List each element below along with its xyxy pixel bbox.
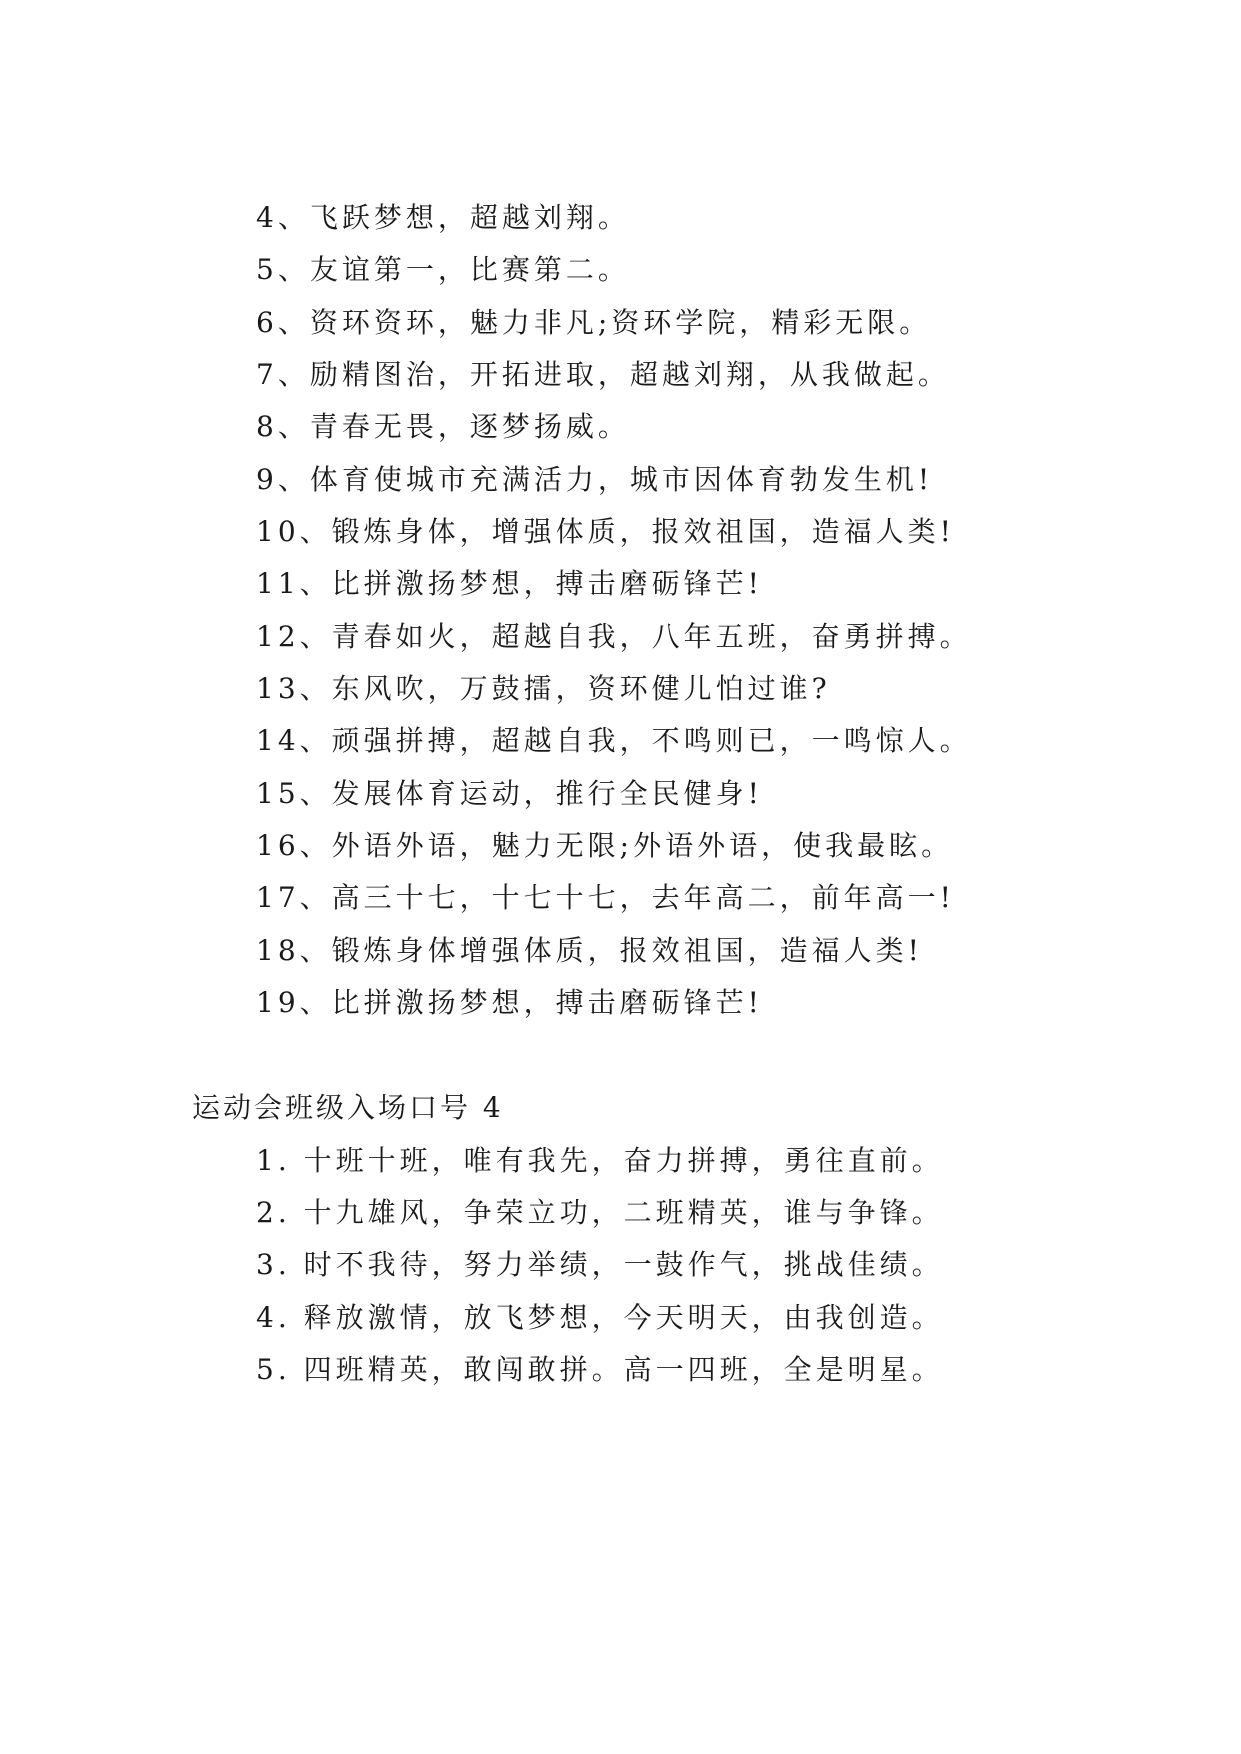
slogan-line: 6、资环资环，魅力非凡;资环学院，精彩无限。 xyxy=(256,306,932,339)
slogan-line: 2. 十九雄风，争荣立功，二班精英，谁与争锋。 xyxy=(256,1196,944,1229)
slogan-line: 8、青春无畏，逐梦扬威。 xyxy=(256,410,630,443)
slogan-line: 12、青春如火，超越自我，八年五班，奋勇拼搏。 xyxy=(256,620,972,653)
slogan-line: 17、高三十七，十七十七，去年高二，前年高一! xyxy=(256,881,955,914)
slogan-line: 16、外语外语，魅力无限;外语外语，使我最眩。 xyxy=(256,829,954,862)
slogan-line: 13、东风吹，万鼓擂，资环健儿怕过谁? xyxy=(256,672,831,705)
slogan-line: 14、顽强拼搏，超越自我，不鸣则已，一鸣惊人。 xyxy=(256,724,972,757)
slogan-line: 3. 时不我待，努力举绩，一鼓作气，挑战佳绩。 xyxy=(256,1248,944,1281)
slogan-line: 4、飞跃梦想，超越刘翔。 xyxy=(256,201,630,234)
slogan-line: 15、发展体育运动，推行全民健身! xyxy=(256,777,763,810)
slogan-line: 1. 十班十班，唯有我先，奋力拼搏，勇往直前。 xyxy=(256,1144,944,1177)
slogan-line: 10、锻炼身体，增强体质，报效祖国，造福人类! xyxy=(256,515,955,548)
section-heading: 运动会班级入场口号 4 xyxy=(192,1091,504,1124)
slogan-line: 9、体育使城市充满活力，城市因体育勃发生机! xyxy=(256,463,934,496)
slogan-line: 5、友谊第一，比赛第二。 xyxy=(256,253,630,286)
slogan-line: 7、励精图治，开拓进取，超越刘翔，从我做起。 xyxy=(256,358,950,391)
slogan-line: 4. 释放激情，放飞梦想，今天明天，由我创造。 xyxy=(256,1301,944,1334)
slogan-line: 11、比拼激扬梦想，搏击磨砺锋芒! xyxy=(256,567,763,600)
slogan-line: 19、比拼激扬梦想，搏击磨砺锋芒! xyxy=(256,986,763,1019)
slogan-line: 5. 四班精英，敢闯敢拼。高一四班，全是明星。 xyxy=(256,1353,944,1386)
slogan-line: 18、锻炼身体增强体质，报效祖国，造福人类! xyxy=(256,934,923,967)
